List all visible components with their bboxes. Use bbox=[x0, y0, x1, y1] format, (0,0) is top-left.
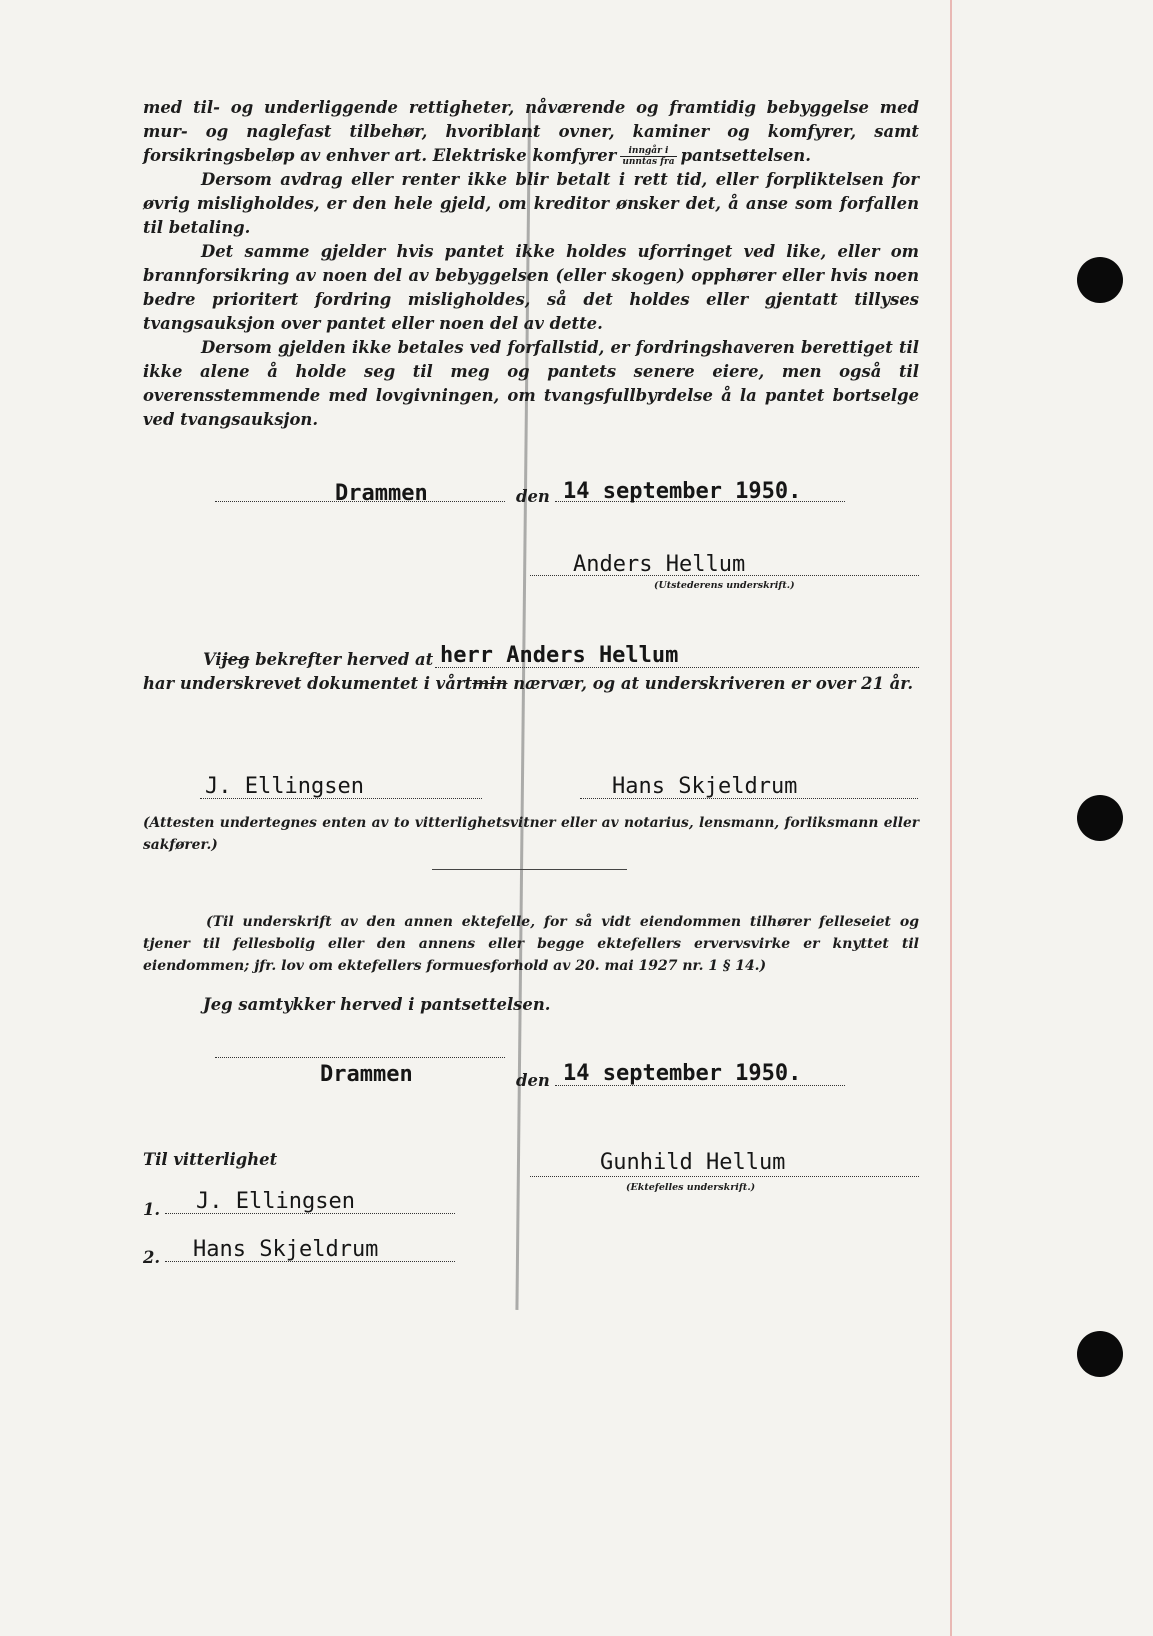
punch-hole-top bbox=[1077, 257, 1123, 303]
witness2-signature: Hans Skjeldrum bbox=[612, 774, 798, 799]
terms-paragraph-2: Dersom avdrag eller renter ikke blir betalt i rett tid, eller forpliktelsen for øvrig misligholdes, er den hele gjeld, om kreditor ønsker det, å anse som forfallen til betaling. bbox=[143, 170, 919, 237]
terms-paragraph-4: Dersom gjelden ikke betales ved forfallstid, er fordringshaveren berettiget til ikke alene å holde seg til meg og pantets senere eiere, men også til overensstemmende med lovgivningen, om tvangsfullbyrdelse å la pantet bortselge ved tvangsauksjon. bbox=[143, 338, 919, 429]
attestation-prefix: Vijeg bekrefter herved at bbox=[203, 650, 434, 669]
signing-place: Drammen bbox=[335, 481, 428, 506]
signing-date-2: 14 september 1950. bbox=[563, 1061, 802, 1086]
terms-paragraph-1: med til- og underliggende rettigheter, nåværende og framtidig bebyggelse med mur- og naglefast tilbehør, hvoriblant ovner, kaminer og komfyrer, samt forsikringsbeløp av enhver art. Elektriske komfyrer $\frac{\text{inngår i}}{\text{unntas fra}}$ pantsettelsen. bbox=[143, 98, 919, 167]
spouse-signature-line bbox=[530, 1176, 919, 1177]
witness2-signature-2: Hans Skjeldrum bbox=[193, 1237, 379, 1262]
punch-hole-middle bbox=[1077, 795, 1123, 841]
mortgage-terms bbox=[143, 96, 919, 432]
place-line-2 bbox=[215, 1057, 505, 1058]
punch-hole-bottom bbox=[1077, 1331, 1123, 1377]
terms-paragraph-3: Det samme gjelder hvis pantet ikke holdes uforringet ved like, eller om brannforsikring av noen del av bebyggelsen (eller skogen) opphører eller hvis noen bedre prioritert fordring misligholdes, så det holdes eller gjentatt tillyses tvangsauksjon over pantet eller noen del av dette. bbox=[143, 242, 919, 333]
signing-date: 14 september 1950. bbox=[563, 479, 802, 504]
attested-name: herr Anders Hellum bbox=[440, 643, 679, 668]
issuer-signature: Anders Hellum bbox=[573, 552, 746, 577]
den-label: den bbox=[516, 487, 550, 506]
fraction-included-excluded: $\frac{\text{inngår i}}{\text{unntas fra}}$ bbox=[622, 146, 675, 167]
separator-rule bbox=[432, 869, 627, 870]
spouse-note: (Til underskrift av den annen ektefelle, for så vidt eiendommen tilhører felleseiet og tjener til fellesbolig eller den annens eller begge ektefellers ervervsvirke er knyttet til eiendommen; jfr. lov om ektefellers formuesforhold av 20. mai 1927 nr. 1 § 14.) bbox=[143, 914, 919, 974]
attestation-note: (Attesten undertegnes enten av to vitterlighetsvitner eller av notarius, lensmann, forliksmann eller sakfører.) bbox=[143, 815, 919, 853]
signing-place-2-text: Drammen bbox=[320, 1062, 413, 1087]
spouse-signature-caption: (Ektefelles underskrift.) bbox=[626, 1182, 756, 1193]
witness1-number: 1. bbox=[143, 1200, 161, 1219]
witness1-signature-2: J. Ellingsen bbox=[196, 1189, 355, 1214]
spouse-signature: Gunhild Hellum bbox=[600, 1150, 786, 1175]
witness-heading: Til vitterlighet bbox=[143, 1150, 278, 1169]
witness1-signature: J. Ellingsen bbox=[205, 774, 364, 799]
margin-line bbox=[950, 0, 952, 1636]
witness2-number: 2. bbox=[143, 1248, 161, 1267]
den-label-2: den bbox=[516, 1071, 550, 1090]
issuer-signature-caption: (Utstederens underskrift.) bbox=[654, 580, 795, 591]
attestation-line-2: har underskrevet dokumentet i vårtmin nærvær, og at underskriveren er over 21 år. bbox=[143, 674, 914, 693]
spouse-consent: Jeg samtykker herved i pantsettelsen. bbox=[203, 995, 551, 1014]
